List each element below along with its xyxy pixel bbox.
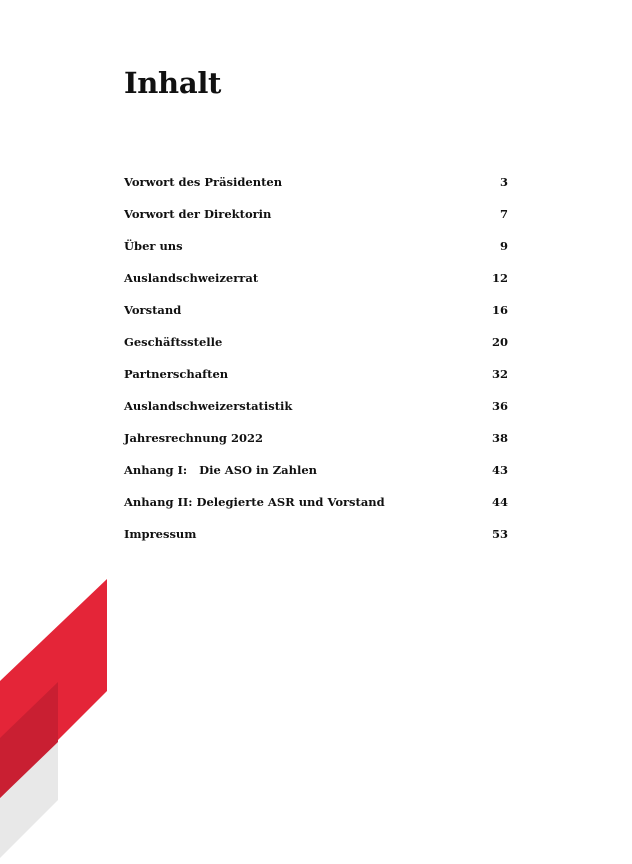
toc-entry[interactable] xyxy=(124,234,508,266)
toc-entry[interactable] xyxy=(124,362,508,394)
toc-entry-page: 44 xyxy=(491,495,508,509)
toc-entry[interactable] xyxy=(124,266,508,298)
toc-entry-label: Anhang I: Die ASO in Zahlen xyxy=(124,463,318,477)
toc-entry-label: Impressum xyxy=(124,527,197,541)
toc-entry[interactable] xyxy=(124,426,508,458)
toc-entry-page: 43 xyxy=(491,463,508,477)
toc-entry-label: Partnerschaften xyxy=(124,367,229,381)
toc-entry-label: Auslandschweizerrat xyxy=(124,271,259,285)
toc-entry-page: 12 xyxy=(491,271,508,285)
toc-entry-label: Geschäftsstelle xyxy=(124,335,223,349)
toc-entry[interactable] xyxy=(124,458,508,490)
toc-entry-page: 32 xyxy=(491,367,508,381)
toc-entry-label: Vorwort des Präsidenten xyxy=(124,175,283,189)
toc-entry-label: Vorstand xyxy=(124,303,182,317)
toc-entry-page: 36 xyxy=(491,399,508,413)
toc-entry-label: Anhang II: Delegierte ASR und Vorstand xyxy=(124,495,385,509)
toc-entry[interactable] xyxy=(124,202,508,234)
toc-entry-label: Jahresrechnung 2022 xyxy=(124,431,263,445)
toc-entry[interactable] xyxy=(124,170,508,202)
table-of-contents xyxy=(124,170,508,554)
toc-entry-page: 53 xyxy=(491,527,508,541)
toc-entry-page: 20 xyxy=(491,335,508,349)
toc-entry[interactable] xyxy=(124,298,508,330)
toc-entry[interactable] xyxy=(124,490,508,522)
toc-entry-page: 7 xyxy=(499,207,508,221)
toc-entry-label: Auslandschweizerstatistik xyxy=(124,399,293,413)
toc-entry-label: Vorwort der Direktorin xyxy=(124,207,272,221)
toc-entry-page: 3 xyxy=(499,175,508,189)
toc-entry-page: 38 xyxy=(491,431,508,445)
toc-entry[interactable] xyxy=(124,394,508,426)
toc-entry-page: 9 xyxy=(499,239,508,253)
toc-entry-page: 16 xyxy=(491,303,508,317)
page-title: Inhalt xyxy=(124,66,222,100)
toc-entry-label: Über uns xyxy=(124,239,183,253)
toc-entry[interactable] xyxy=(124,330,508,362)
decorative-corner-graphic xyxy=(0,560,140,864)
toc-entry[interactable] xyxy=(124,522,508,554)
